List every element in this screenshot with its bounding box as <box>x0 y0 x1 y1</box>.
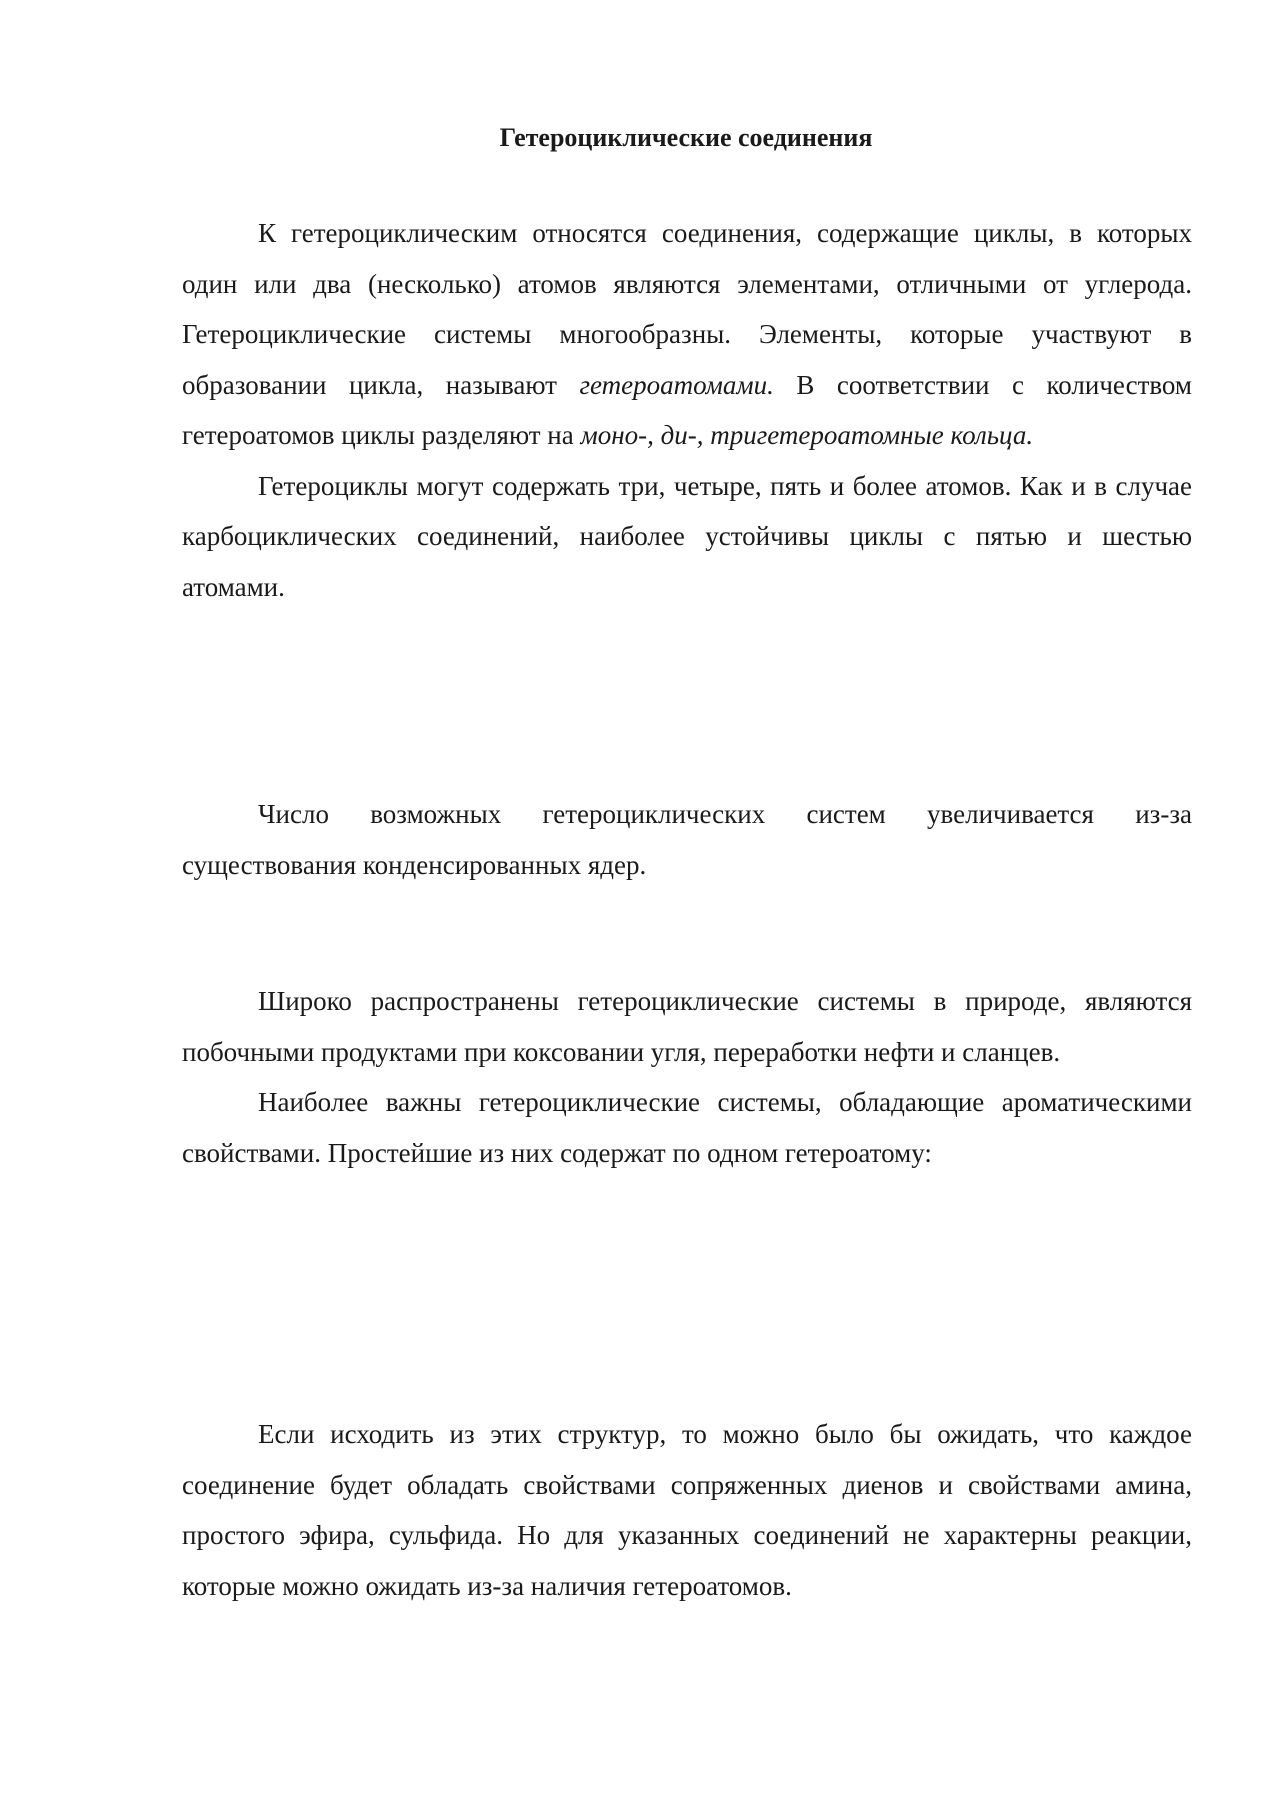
paragraph-1-run-1: К гетероциклическим относятся соединения, содержащие циклы, в которых один или два (несколько) атомов являются элементами, отличными от углерода. Гетероциклические системы многообразны. Элементы, которые участвуют в образовании цикла, называют <box>182 218 1192 400</box>
paragraph-4: Широко распространены гетероциклические системы в природе, являются побочными продуктами при коксовании угля, переработки нефти и сланцев. <box>182 986 1192 1067</box>
section-2 <box>182 789 1192 890</box>
section-1 <box>182 208 1192 612</box>
page-title: Гетероциклические соединения <box>499 123 873 152</box>
paragraph-3: Число возможных гетероциклических систем увеличивается из-за существования конденсированных ядер. <box>182 799 1192 880</box>
paragraph-1-run-3: В соответствии с количеством гетероатомов циклы разделяют на <box>182 369 1192 450</box>
paragraph-5: Наиболее важны гетероциклические системы, обладающие ароматическими свойствами. Простейшие из них содержат по одном гетероатому: <box>182 1087 1192 1168</box>
paragraph-1 <box>182 208 1192 461</box>
paragraph-1-run-4: моно-, ди-, тригетероатомные кольца. <box>580 420 1034 450</box>
paragraph-6: Если исходить из этих структур, то можно было бы ожидать, что каждое соединение будет обладать свойствами сопряженных диенов и свойствами амина, простого эфира, сульфида. Но для указанных соединений не характерны реакции, которые можно ожидать из-за наличия гетероатомов. <box>182 1419 1192 1601</box>
paragraph-1-run-2: гетероатомами. <box>579 369 774 400</box>
section-3 <box>182 976 1192 1178</box>
section-4 <box>182 1409 1192 1611</box>
paragraph-2: Гетероциклы могут содержать три, четыре, пять и более атомов. Как и в случае карбоциклических соединений, наиболее устойчивы циклы с пятью и шестью атомами. <box>182 470 1192 602</box>
